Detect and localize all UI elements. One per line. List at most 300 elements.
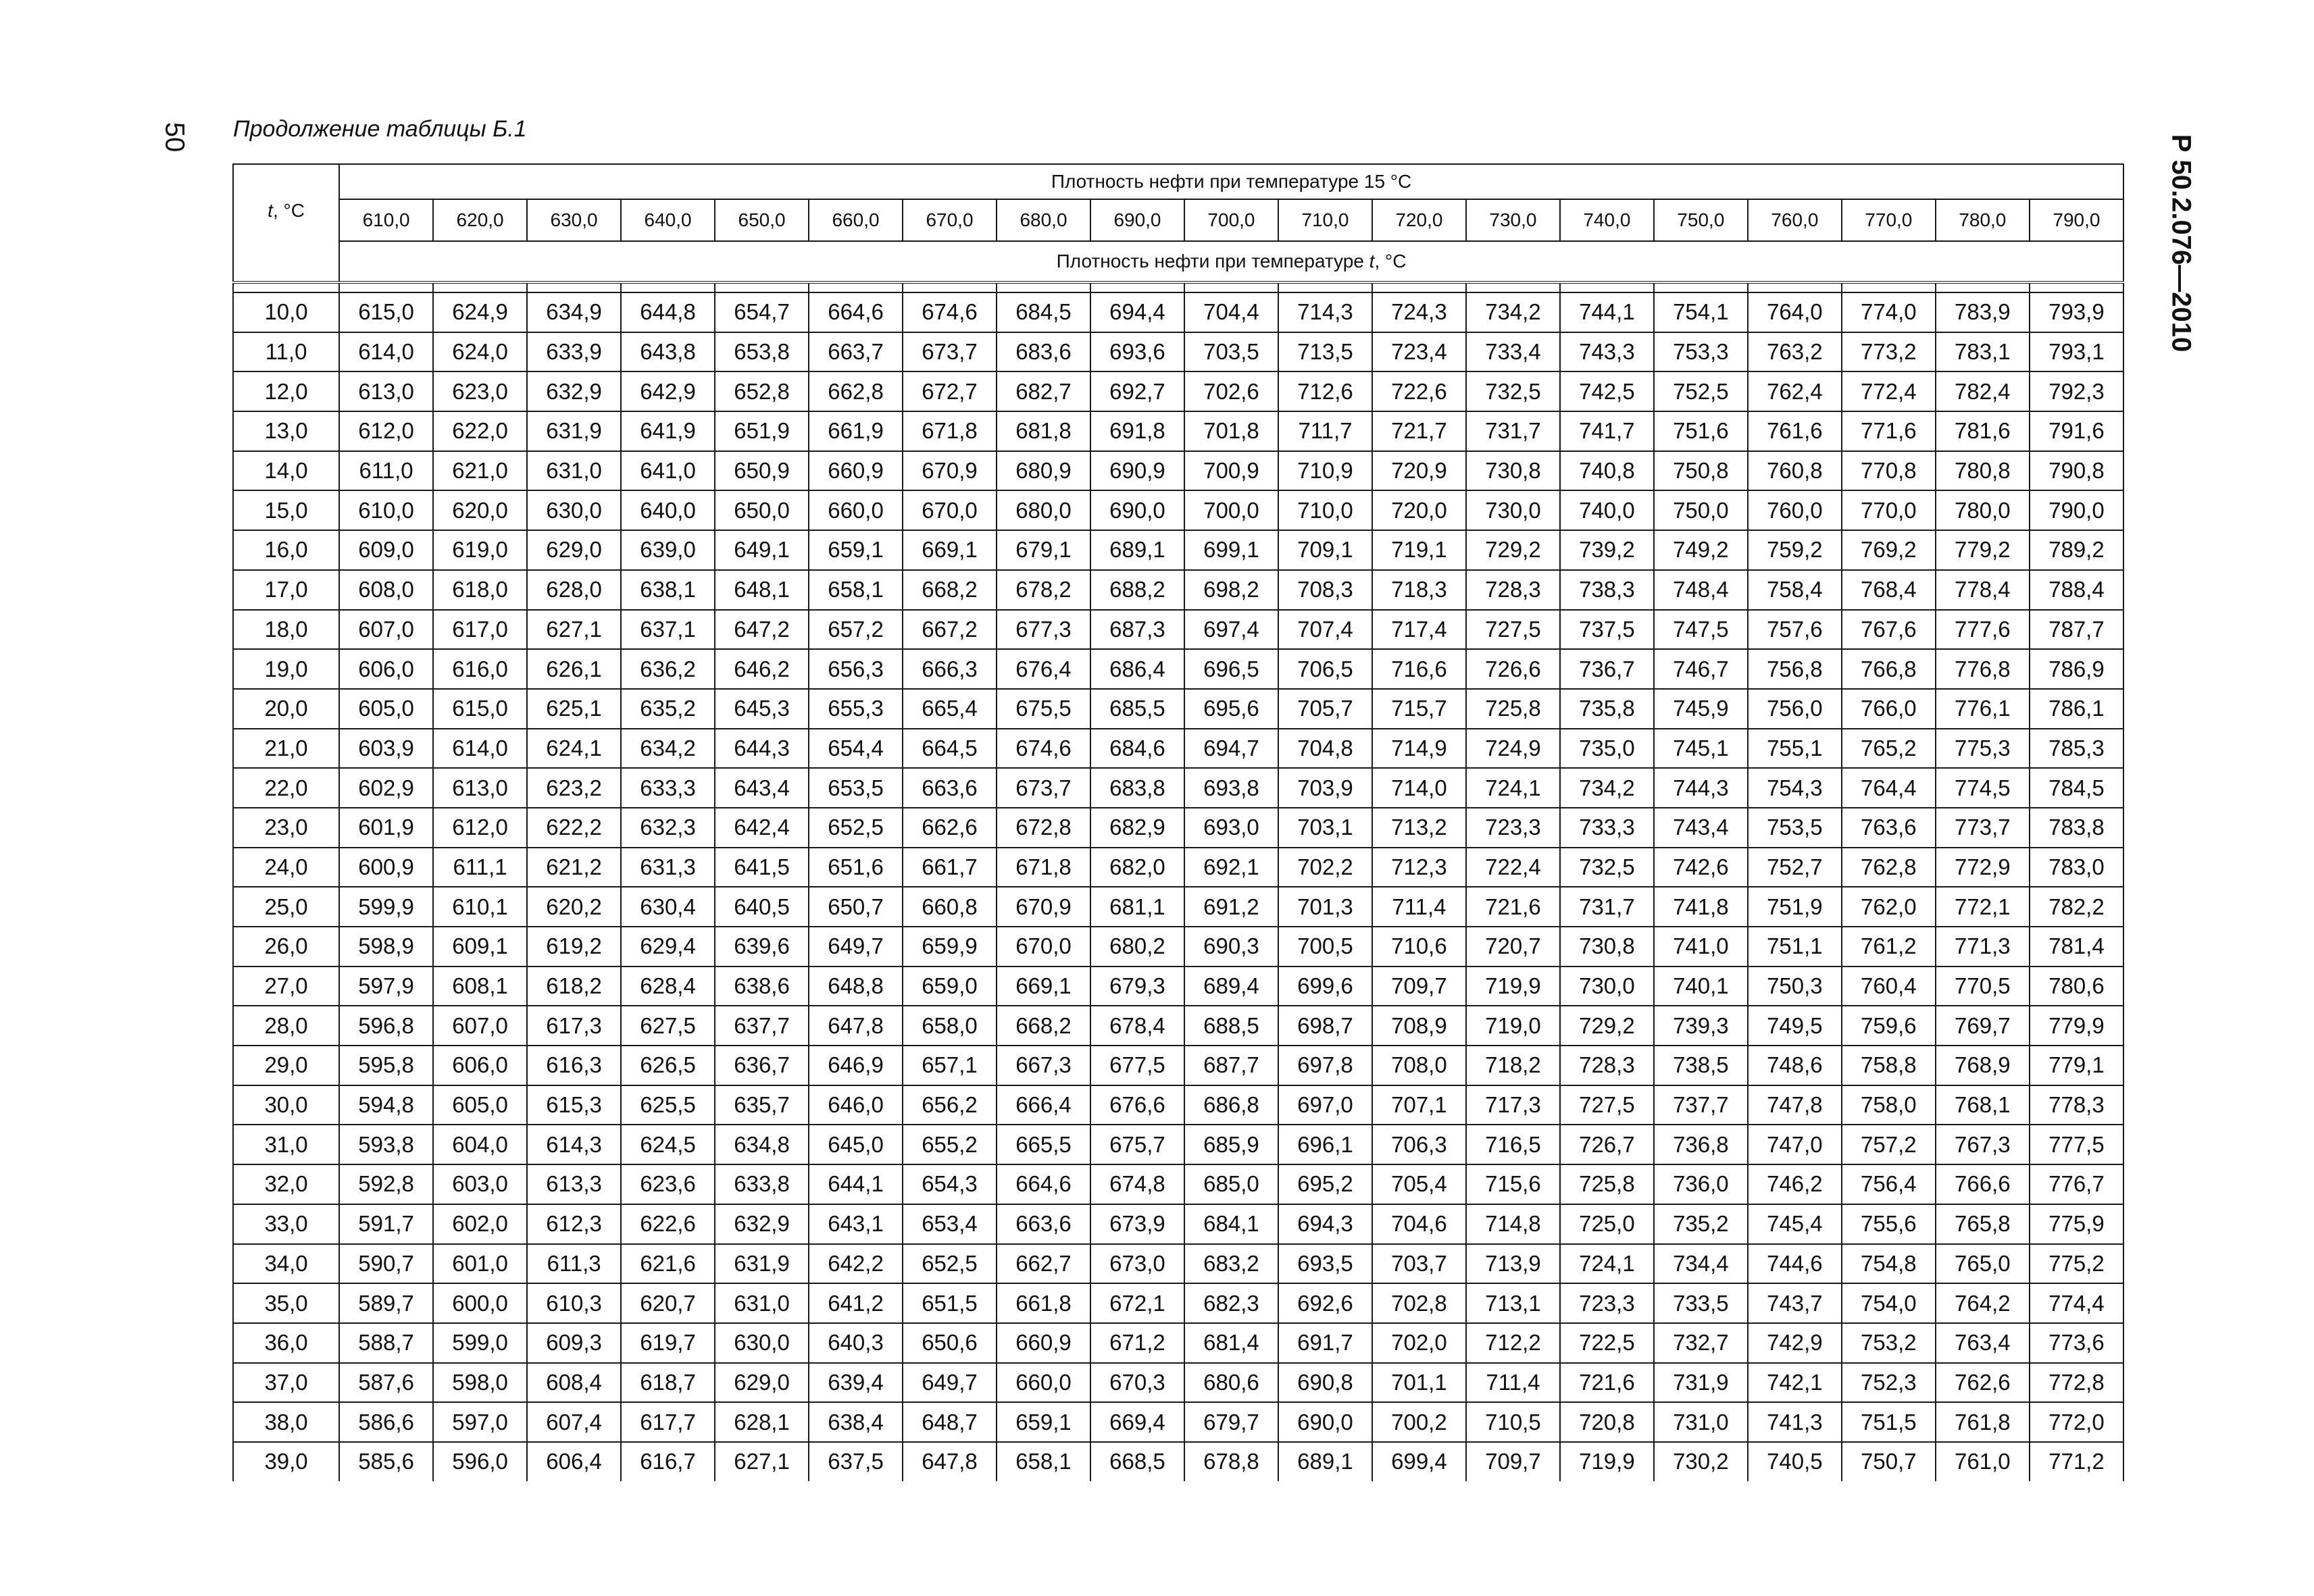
table-row <box>233 967 2123 1006</box>
density-cell: 624,9 <box>433 292 527 332</box>
density-cell: 766,0 <box>1842 689 1936 729</box>
density-cell: 655,2 <box>903 1125 997 1164</box>
density-header-cell: 750,0 <box>1654 199 1748 241</box>
density-cell: 592,8 <box>339 1164 433 1204</box>
density-cell: 647,8 <box>903 1442 997 1481</box>
density-cell: 652,8 <box>715 371 809 411</box>
density-cell: 708,0 <box>1372 1046 1466 1085</box>
density-cell: 723,4 <box>1372 332 1466 372</box>
density-cell: 712,2 <box>1466 1323 1560 1363</box>
density-cell: 591,7 <box>339 1204 433 1244</box>
table-row <box>233 1283 2123 1323</box>
density-cell: 681,8 <box>997 411 1090 451</box>
density-cell: 612,0 <box>433 808 527 848</box>
density-cell: 702,6 <box>1184 371 1278 411</box>
density-cell: 666,4 <box>997 1085 1090 1125</box>
density-cell: 728,3 <box>1560 1046 1654 1085</box>
density-cell: 710,6 <box>1372 927 1466 967</box>
density-cell: 720,7 <box>1466 927 1560 967</box>
density-cell: 790,0 <box>2030 490 2123 530</box>
density-cell: 649,7 <box>903 1363 997 1403</box>
density-cell: 721,7 <box>1372 411 1466 451</box>
density-cell: 621,2 <box>527 848 621 887</box>
density-cell: 743,7 <box>1748 1283 1842 1323</box>
table-row <box>233 371 2123 411</box>
density-cell: 777,6 <box>1936 610 2030 650</box>
density-cell: 751,5 <box>1842 1402 1936 1442</box>
density-cell: 770,0 <box>1842 490 1936 530</box>
density-cell: 732,5 <box>1466 371 1560 411</box>
density-cell: 642,9 <box>621 371 715 411</box>
density-cell: 731,0 <box>1654 1402 1748 1442</box>
density-cell: 760,4 <box>1842 967 1936 1006</box>
density-cell: 699,4 <box>1372 1442 1466 1481</box>
table-row <box>233 451 2123 491</box>
density-cell: 749,5 <box>1748 1006 1842 1046</box>
density-header-cell: 700,0 <box>1184 199 1278 241</box>
density-cell: 642,4 <box>715 808 809 848</box>
density-cell: 640,0 <box>621 490 715 530</box>
density-cell: 775,2 <box>2030 1244 2123 1284</box>
density-cell: 679,7 <box>1184 1402 1278 1442</box>
density-cell: 700,9 <box>1184 451 1278 491</box>
density-cell: 762,8 <box>1842 848 1936 887</box>
density-cell: 761,0 <box>1936 1442 2030 1481</box>
density-cell: 725,8 <box>1560 1164 1654 1204</box>
density-cell: 763,6 <box>1842 808 1936 848</box>
density-cell: 781,4 <box>2030 927 2123 967</box>
density-cell: 747,8 <box>1748 1085 1842 1125</box>
density-cell: 698,2 <box>1184 570 1278 610</box>
temperature-cell: 24,0 <box>233 848 339 887</box>
density-cell: 654,3 <box>903 1164 997 1204</box>
density-cell: 763,4 <box>1936 1323 2030 1363</box>
density-cell: 646,2 <box>715 649 809 689</box>
temperature-cell: 29,0 <box>233 1046 339 1085</box>
density-cell: 742,1 <box>1748 1363 1842 1403</box>
density-cell: 628,4 <box>621 967 715 1006</box>
density-cell: 710,0 <box>1278 490 1372 530</box>
density-cell: 707,4 <box>1278 610 1372 650</box>
density-cell: 737,7 <box>1654 1085 1748 1125</box>
density-cell: 733,5 <box>1654 1283 1748 1323</box>
density-cell: 777,5 <box>2030 1125 2123 1164</box>
density-cell: 690,9 <box>1090 451 1184 491</box>
density-cell: 766,8 <box>1842 649 1936 689</box>
density-cell: 615,3 <box>527 1085 621 1125</box>
density-cell: 769,7 <box>1936 1006 2030 1046</box>
density-cell: 586,6 <box>339 1402 433 1442</box>
density-cell: 695,6 <box>1184 689 1278 729</box>
density-cell: 759,2 <box>1748 530 1842 570</box>
density-cell: 631,9 <box>527 411 621 451</box>
density-cell: 741,3 <box>1748 1402 1842 1442</box>
density-cell: 714,8 <box>1466 1204 1560 1244</box>
temperature-cell: 25,0 <box>233 887 339 927</box>
density-cell: 721,6 <box>1466 887 1560 927</box>
density-cell: 608,1 <box>433 967 527 1006</box>
density-cell: 739,3 <box>1654 1006 1748 1046</box>
density-cell: 636,7 <box>715 1046 809 1085</box>
density-cell: 768,9 <box>1936 1046 2030 1085</box>
temperature-cell: 28,0 <box>233 1006 339 1046</box>
density-cell: 703,9 <box>1278 768 1372 808</box>
density-cell: 661,7 <box>903 848 997 887</box>
density-cell: 687,7 <box>1184 1046 1278 1085</box>
density-cell: 724,1 <box>1560 1244 1654 1284</box>
density-cell: 774,0 <box>1842 292 1936 332</box>
density-cell: 643,1 <box>809 1204 903 1244</box>
density-cell: 703,7 <box>1372 1244 1466 1284</box>
density-cell: 639,0 <box>621 530 715 570</box>
density-cell: 700,5 <box>1278 927 1372 967</box>
separator-cell <box>339 282 433 292</box>
density-cell: 748,4 <box>1654 570 1748 610</box>
density-cell: 670,9 <box>997 887 1090 927</box>
density-cell: 589,7 <box>339 1283 433 1323</box>
temperature-cell: 27,0 <box>233 967 339 1006</box>
density-cell: 674,6 <box>903 292 997 332</box>
density-cell: 617,7 <box>621 1402 715 1442</box>
density-cell: 683,2 <box>1184 1244 1278 1284</box>
density-cell: 622,0 <box>433 411 527 451</box>
density-cell: 762,4 <box>1748 371 1842 411</box>
density-cell: 772,1 <box>1936 887 2030 927</box>
density-cell: 695,2 <box>1278 1164 1372 1204</box>
density-cell: 745,9 <box>1654 689 1748 729</box>
density-cell: 616,3 <box>527 1046 621 1085</box>
density-cell: 612,3 <box>527 1204 621 1244</box>
density-cell: 709,7 <box>1466 1442 1560 1481</box>
density-cell: 702,0 <box>1372 1323 1466 1363</box>
density-cell: 661,8 <box>997 1283 1090 1323</box>
density-cell: 646,9 <box>809 1046 903 1085</box>
density-cell: 660,9 <box>997 1323 1090 1363</box>
density-cell: 709,1 <box>1278 530 1372 570</box>
temperature-cell: 17,0 <box>233 570 339 610</box>
density-cell: 680,2 <box>1090 927 1184 967</box>
density-cell: 615,0 <box>339 292 433 332</box>
temperature-cell: 39,0 <box>233 1442 339 1481</box>
density-cell: 704,4 <box>1184 292 1278 332</box>
density-cell: 668,2 <box>997 1006 1090 1046</box>
density-cell: 779,1 <box>2030 1046 2123 1085</box>
density-cell: 740,1 <box>1654 967 1748 1006</box>
density-cell: 789,2 <box>2030 530 2123 570</box>
density-cell: 772,9 <box>1936 848 2030 887</box>
density-cell: 615,0 <box>433 689 527 729</box>
density-cell: 748,6 <box>1748 1046 1842 1085</box>
density-cell: 691,7 <box>1278 1323 1372 1363</box>
density-cell: 652,5 <box>903 1244 997 1284</box>
density-cell: 623,0 <box>433 371 527 411</box>
density-cell: 768,4 <box>1842 570 1936 610</box>
density-cell: 683,8 <box>1090 768 1184 808</box>
temperature-cell: 15,0 <box>233 490 339 530</box>
density-cell: 753,5 <box>1748 808 1842 848</box>
density-cell: 773,2 <box>1842 332 1936 372</box>
density-cell: 647,8 <box>809 1006 903 1046</box>
density-cell: 617,0 <box>433 610 527 650</box>
density-cell: 593,8 <box>339 1125 433 1164</box>
density-cell: 685,0 <box>1184 1164 1278 1204</box>
density-cell: 684,6 <box>1090 729 1184 769</box>
density-cell: 700,2 <box>1372 1402 1466 1442</box>
density-cell: 657,2 <box>809 610 903 650</box>
density-cell: 710,9 <box>1278 451 1372 491</box>
density-cell: 762,0 <box>1842 887 1936 927</box>
density-cell: 673,7 <box>997 768 1090 808</box>
density-cell: 621,0 <box>433 451 527 491</box>
density-cell: 761,6 <box>1748 411 1842 451</box>
density-cell: 666,3 <box>903 649 997 689</box>
table-row <box>233 570 2123 610</box>
density-cell: 601,9 <box>339 808 433 848</box>
density-cell: 741,0 <box>1654 927 1748 967</box>
density-cell: 733,3 <box>1560 808 1654 848</box>
density-cell: 750,3 <box>1748 967 1842 1006</box>
density-cell: 596,0 <box>433 1442 527 1481</box>
density-cell: 740,8 <box>1560 451 1654 491</box>
density-cell: 712,6 <box>1278 371 1372 411</box>
separator-cell <box>809 282 903 292</box>
density-cell: 667,2 <box>903 610 997 650</box>
density-cell: 694,4 <box>1090 292 1184 332</box>
density-cell: 650,0 <box>715 490 809 530</box>
density-cell: 742,5 <box>1560 371 1654 411</box>
separator-cell <box>527 282 621 292</box>
temperature-cell: 12,0 <box>233 371 339 411</box>
density-cell: 607,0 <box>433 1006 527 1046</box>
density-cell: 640,5 <box>715 887 809 927</box>
table-row <box>233 768 2123 808</box>
density-cell: 719,9 <box>1560 1442 1654 1481</box>
density-cell: 752,3 <box>1842 1363 1936 1403</box>
table-row <box>233 1363 2123 1403</box>
density-cell: 619,2 <box>527 927 621 967</box>
density-cell: 780,6 <box>2030 967 2123 1006</box>
density-cell: 688,5 <box>1184 1006 1278 1046</box>
density-cell: 629,0 <box>715 1363 809 1403</box>
density-cell: 641,0 <box>621 451 715 491</box>
table-continuation-caption: Продолжение таблицы Б.1 <box>233 116 527 142</box>
density-cell: 664,6 <box>997 1164 1090 1204</box>
density-cell: 641,9 <box>621 411 715 451</box>
density-cell: 688,2 <box>1090 570 1184 610</box>
density-cell: 665,5 <box>997 1125 1090 1164</box>
density-cell: 610,1 <box>433 887 527 927</box>
table-row <box>233 490 2123 530</box>
density-cell: 644,1 <box>809 1164 903 1204</box>
density-cell: 732,5 <box>1560 848 1654 887</box>
density-cell: 687,3 <box>1090 610 1184 650</box>
density-cell: 630,4 <box>621 887 715 927</box>
density-cell: 786,1 <box>2030 689 2123 729</box>
density-cell: 605,0 <box>433 1085 527 1125</box>
density-cell: 611,0 <box>339 451 433 491</box>
density-cell: 678,8 <box>1184 1442 1278 1481</box>
density-cell: 691,2 <box>1184 887 1278 927</box>
density-cell: 702,8 <box>1372 1283 1466 1323</box>
density-cell: 780,0 <box>1936 490 2030 530</box>
density-cell: 757,6 <box>1748 610 1842 650</box>
density-cell: 660,0 <box>997 1363 1090 1403</box>
density-cell: 783,8 <box>2030 808 2123 848</box>
density-cell: 603,0 <box>433 1164 527 1204</box>
density-cell: 700,0 <box>1184 490 1278 530</box>
density-cell: 714,9 <box>1372 729 1466 769</box>
density-cell: 616,7 <box>621 1442 715 1481</box>
density-cell: 657,1 <box>903 1046 997 1085</box>
page-number: 50 <box>159 122 190 153</box>
density-cell: 618,0 <box>433 570 527 610</box>
density-cell: 602,0 <box>433 1204 527 1244</box>
density-cell: 791,6 <box>2030 411 2123 451</box>
density-cell: 743,3 <box>1560 332 1654 372</box>
table-row <box>233 729 2123 769</box>
density-cell: 648,1 <box>715 570 809 610</box>
density-cell: 664,6 <box>809 292 903 332</box>
density-cell: 730,2 <box>1654 1442 1748 1481</box>
density-cell: 598,0 <box>433 1363 527 1403</box>
density-cell: 618,2 <box>527 967 621 1006</box>
density-cell: 770,8 <box>1842 451 1936 491</box>
density-cell: 702,2 <box>1278 848 1372 887</box>
density-cell: 764,4 <box>1842 768 1936 808</box>
density-cell: 633,8 <box>715 1164 809 1204</box>
density-cell: 633,3 <box>621 768 715 808</box>
density-cell: 662,6 <box>903 808 997 848</box>
density-cell: 708,9 <box>1372 1006 1466 1046</box>
temperature-cell: 20,0 <box>233 689 339 729</box>
temperature-cell: 38,0 <box>233 1402 339 1442</box>
density-cell: 654,7 <box>715 292 809 332</box>
density-cell: 767,3 <box>1936 1125 2030 1164</box>
density-cell: 692,6 <box>1278 1283 1372 1323</box>
density-cell: 746,2 <box>1748 1164 1842 1204</box>
density-cell: 648,7 <box>903 1402 997 1442</box>
density-cell: 674,6 <box>997 729 1090 769</box>
density-cell: 692,7 <box>1090 371 1184 411</box>
density-cell: 613,3 <box>527 1164 621 1204</box>
separator-cell <box>1372 282 1466 292</box>
temperature-cell: 13,0 <box>233 411 339 451</box>
separator-cell <box>1748 282 1842 292</box>
density-cell: 735,2 <box>1654 1204 1748 1244</box>
density-cell: 600,9 <box>339 848 433 887</box>
separator-cell <box>997 282 1090 292</box>
separator-cell <box>433 282 527 292</box>
density-cell: 728,3 <box>1466 570 1560 610</box>
density-cell: 738,5 <box>1654 1046 1748 1085</box>
density-cell: 739,2 <box>1560 530 1654 570</box>
density-cell: 733,4 <box>1466 332 1560 372</box>
density-cell: 745,1 <box>1654 729 1748 769</box>
density-cell: 623,2 <box>527 768 621 808</box>
density-cell: 784,5 <box>2030 768 2123 808</box>
density-cell: 729,2 <box>1466 530 1560 570</box>
density-cell: 750,8 <box>1654 451 1748 491</box>
density-cell: 712,3 <box>1372 848 1466 887</box>
density-cell: 597,0 <box>433 1402 527 1442</box>
density-cell: 637,1 <box>621 610 715 650</box>
temperature-cell: 22,0 <box>233 768 339 808</box>
density-cell: 741,8 <box>1654 887 1748 927</box>
density-cell: 690,0 <box>1278 1402 1372 1442</box>
density-cell: 765,0 <box>1936 1244 2030 1284</box>
density-cell: 691,8 <box>1090 411 1184 451</box>
density-cell: 654,4 <box>809 729 903 769</box>
density-cell: 709,7 <box>1372 967 1466 1006</box>
density-cell: 670,0 <box>903 490 997 530</box>
density-cell: 757,2 <box>1842 1125 1936 1164</box>
density-cell: 744,6 <box>1748 1244 1842 1284</box>
density-cell: 625,5 <box>621 1085 715 1125</box>
density-cell: 619,0 <box>433 530 527 570</box>
density-cell: 625,1 <box>527 689 621 729</box>
table-body <box>233 292 2123 1481</box>
density-cell: 594,8 <box>339 1085 433 1125</box>
density-cell: 697,0 <box>1278 1085 1372 1125</box>
density-cell: 731,9 <box>1654 1363 1748 1403</box>
density-cell: 769,2 <box>1842 530 1936 570</box>
table-row <box>233 1125 2123 1164</box>
density-cell: 650,9 <box>715 451 809 491</box>
density-cell: 624,1 <box>527 729 621 769</box>
density-cell: 644,3 <box>715 729 809 769</box>
density-cell: 607,0 <box>339 610 433 650</box>
density-cell: 649,1 <box>715 530 809 570</box>
density-cell: 758,8 <box>1842 1046 1936 1085</box>
density-cell: 631,3 <box>621 848 715 887</box>
density-cell: 650,6 <box>903 1323 997 1363</box>
density-cell: 686,8 <box>1184 1085 1278 1125</box>
density-cell: 716,5 <box>1466 1125 1560 1164</box>
density-cell: 679,3 <box>1090 967 1184 1006</box>
density-cell: 715,7 <box>1372 689 1466 729</box>
density-header-cell: 680,0 <box>997 199 1090 241</box>
density-cell: 737,5 <box>1560 610 1654 650</box>
table-row <box>233 887 2123 927</box>
density-cell: 778,3 <box>2030 1085 2123 1125</box>
density-cell: 778,4 <box>1936 570 2030 610</box>
density-cell: 717,3 <box>1466 1085 1560 1125</box>
density-cell: 725,8 <box>1466 689 1560 729</box>
density-cell: 734,2 <box>1560 768 1654 808</box>
table-row <box>233 292 2123 332</box>
density-cell: 790,8 <box>2030 451 2123 491</box>
sub-header-symbol: t <box>1369 251 1375 272</box>
temperature-cell: 32,0 <box>233 1164 339 1204</box>
density-cell: 734,4 <box>1654 1244 1748 1284</box>
table-header <box>233 164 2123 292</box>
density-cell: 670,9 <box>903 451 997 491</box>
sub-header-prefix: Плотность нефти при температуре <box>1056 251 1369 272</box>
density-cell: 776,8 <box>1936 649 2030 689</box>
density-cell: 628,0 <box>527 570 621 610</box>
density-cell: 676,6 <box>1090 1085 1184 1125</box>
density-cell: 744,1 <box>1560 292 1654 332</box>
density-cell: 736,8 <box>1654 1125 1748 1164</box>
table-row <box>233 530 2123 570</box>
table-row <box>233 1442 2123 1481</box>
density-cell: 669,1 <box>903 530 997 570</box>
density-cell: 631,0 <box>715 1283 809 1323</box>
density-cell: 779,9 <box>2030 1006 2123 1046</box>
density-cell: 684,5 <box>997 292 1090 332</box>
density-cell: 773,7 <box>1936 808 2030 848</box>
temperature-cell: 10,0 <box>233 292 339 332</box>
